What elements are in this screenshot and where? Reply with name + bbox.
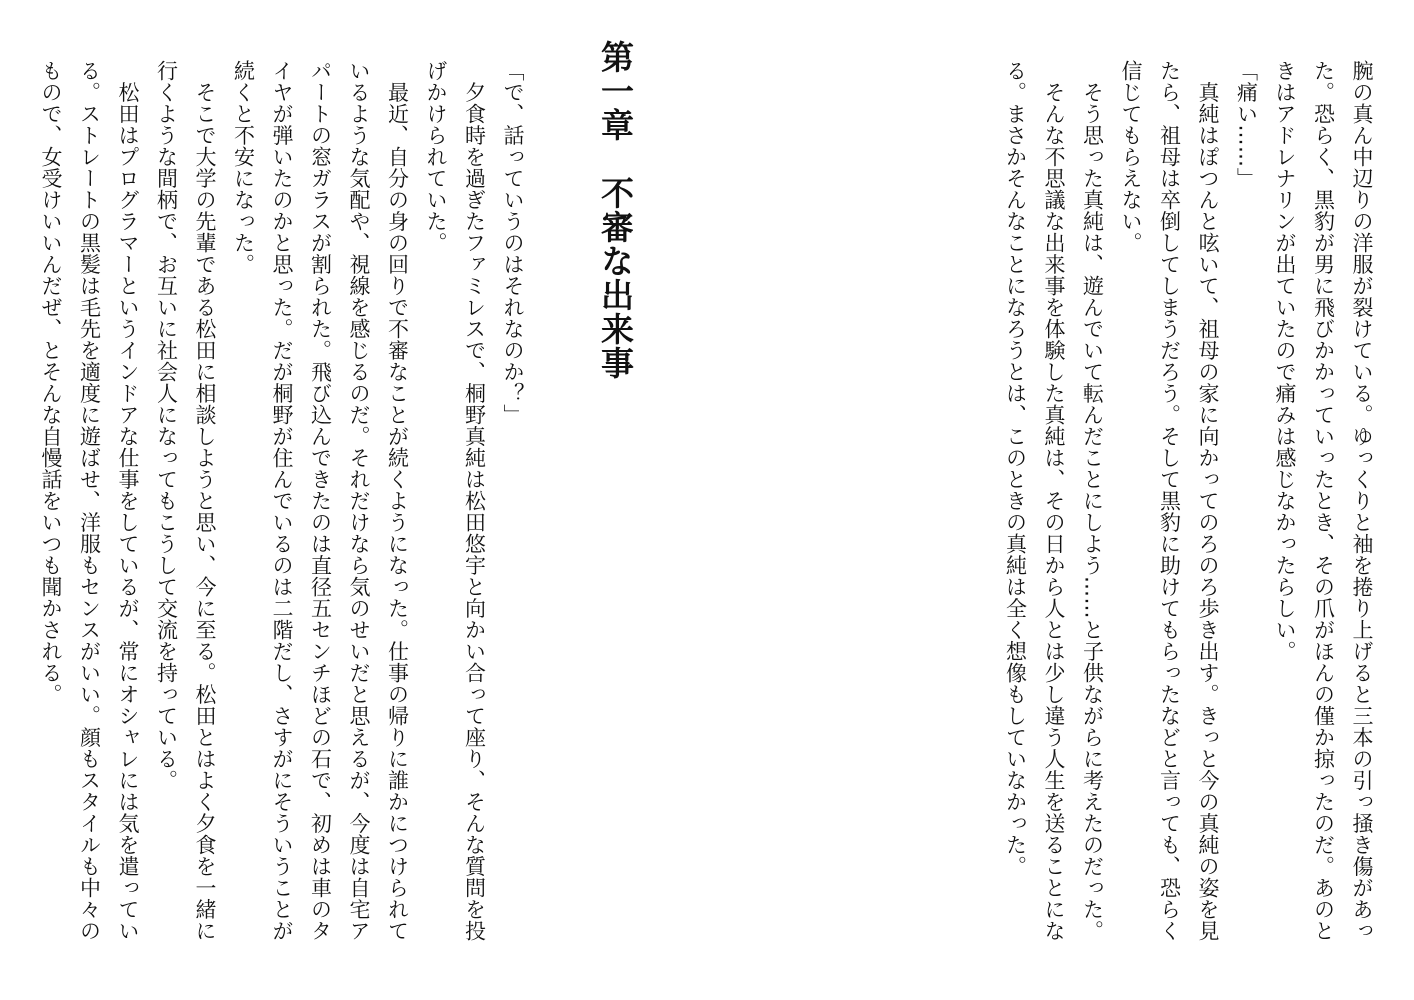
right-page-body-text: 腕の真ん中辺りの洋服が裂けている。ゆっくりと袖を捲り上げると三本の引っ掻き傷があった。恐らく、黒豹が男に飛びかかっていったとき、その爪がほんの僅か掠ったのだ。あのときはアドレナリンが出ていたので痛みは感じなかったらしい。 「痛い……」 真純はぽつんと呟いて、祖母の家に向かってのろのろ歩き出す。きっと今の真純の姿を見たら、祖母は卒倒してしまうだろう。そして黒豹に助けてもらったなどと言っても、恐らく信じてもらえない。 そう思った真純は、遊んでいて転んだことにしよう……と子供ながらに考えたのだった。 そんな不思議な出来事を体験した真純は、その日から人とは少し違う人生を送ることになる。まさかそんなことになろうとは、このときの真純は全く想像もしていなかった。 [1003,60,1374,942]
left-page-body-text: 「で、話っていうのはそれなのか？」 夕食時を過ぎたファミレスで、桐野真純は松田悠宇と向かい合って座り、そんな質問を投げかけられていた。 最近、自分の身の回りで不審なことが続くようになった。仕事の帰りに誰かにつけられているような気配や、視線を感じるのだ。それだけなら気のせいだと思えるが、今度は自宅アパートの窓ガラスが割られた。飛び込んできたのは直径五センチほどの石で、初めは車のタイヤが弾いたのかと思った。だが桐野が住んでいるのは二階だし、さすがにそういうことが続くと不安になった。 そこで大学の先輩である松田に相談しようと思い、今に至る。松田とはよく夕食を一緒に行くような間柄で、お互いに社会人になってもこうして交流を持っている。 松田はプログラマーというインドアな仕事をしているが、常にオシャレには気を遣っている。ストレートの黒髪は毛先を適度に遊ばせ、洋服もセンスがいい。顔もスタイルも中々のもので、女受けいいんだぜ、とそんな自慢話をいつも聞かされる。 [39,60,525,942]
chapter-title: 第一章 不審な出来事 [596,40,635,380]
right-page [707,0,1414,1000]
